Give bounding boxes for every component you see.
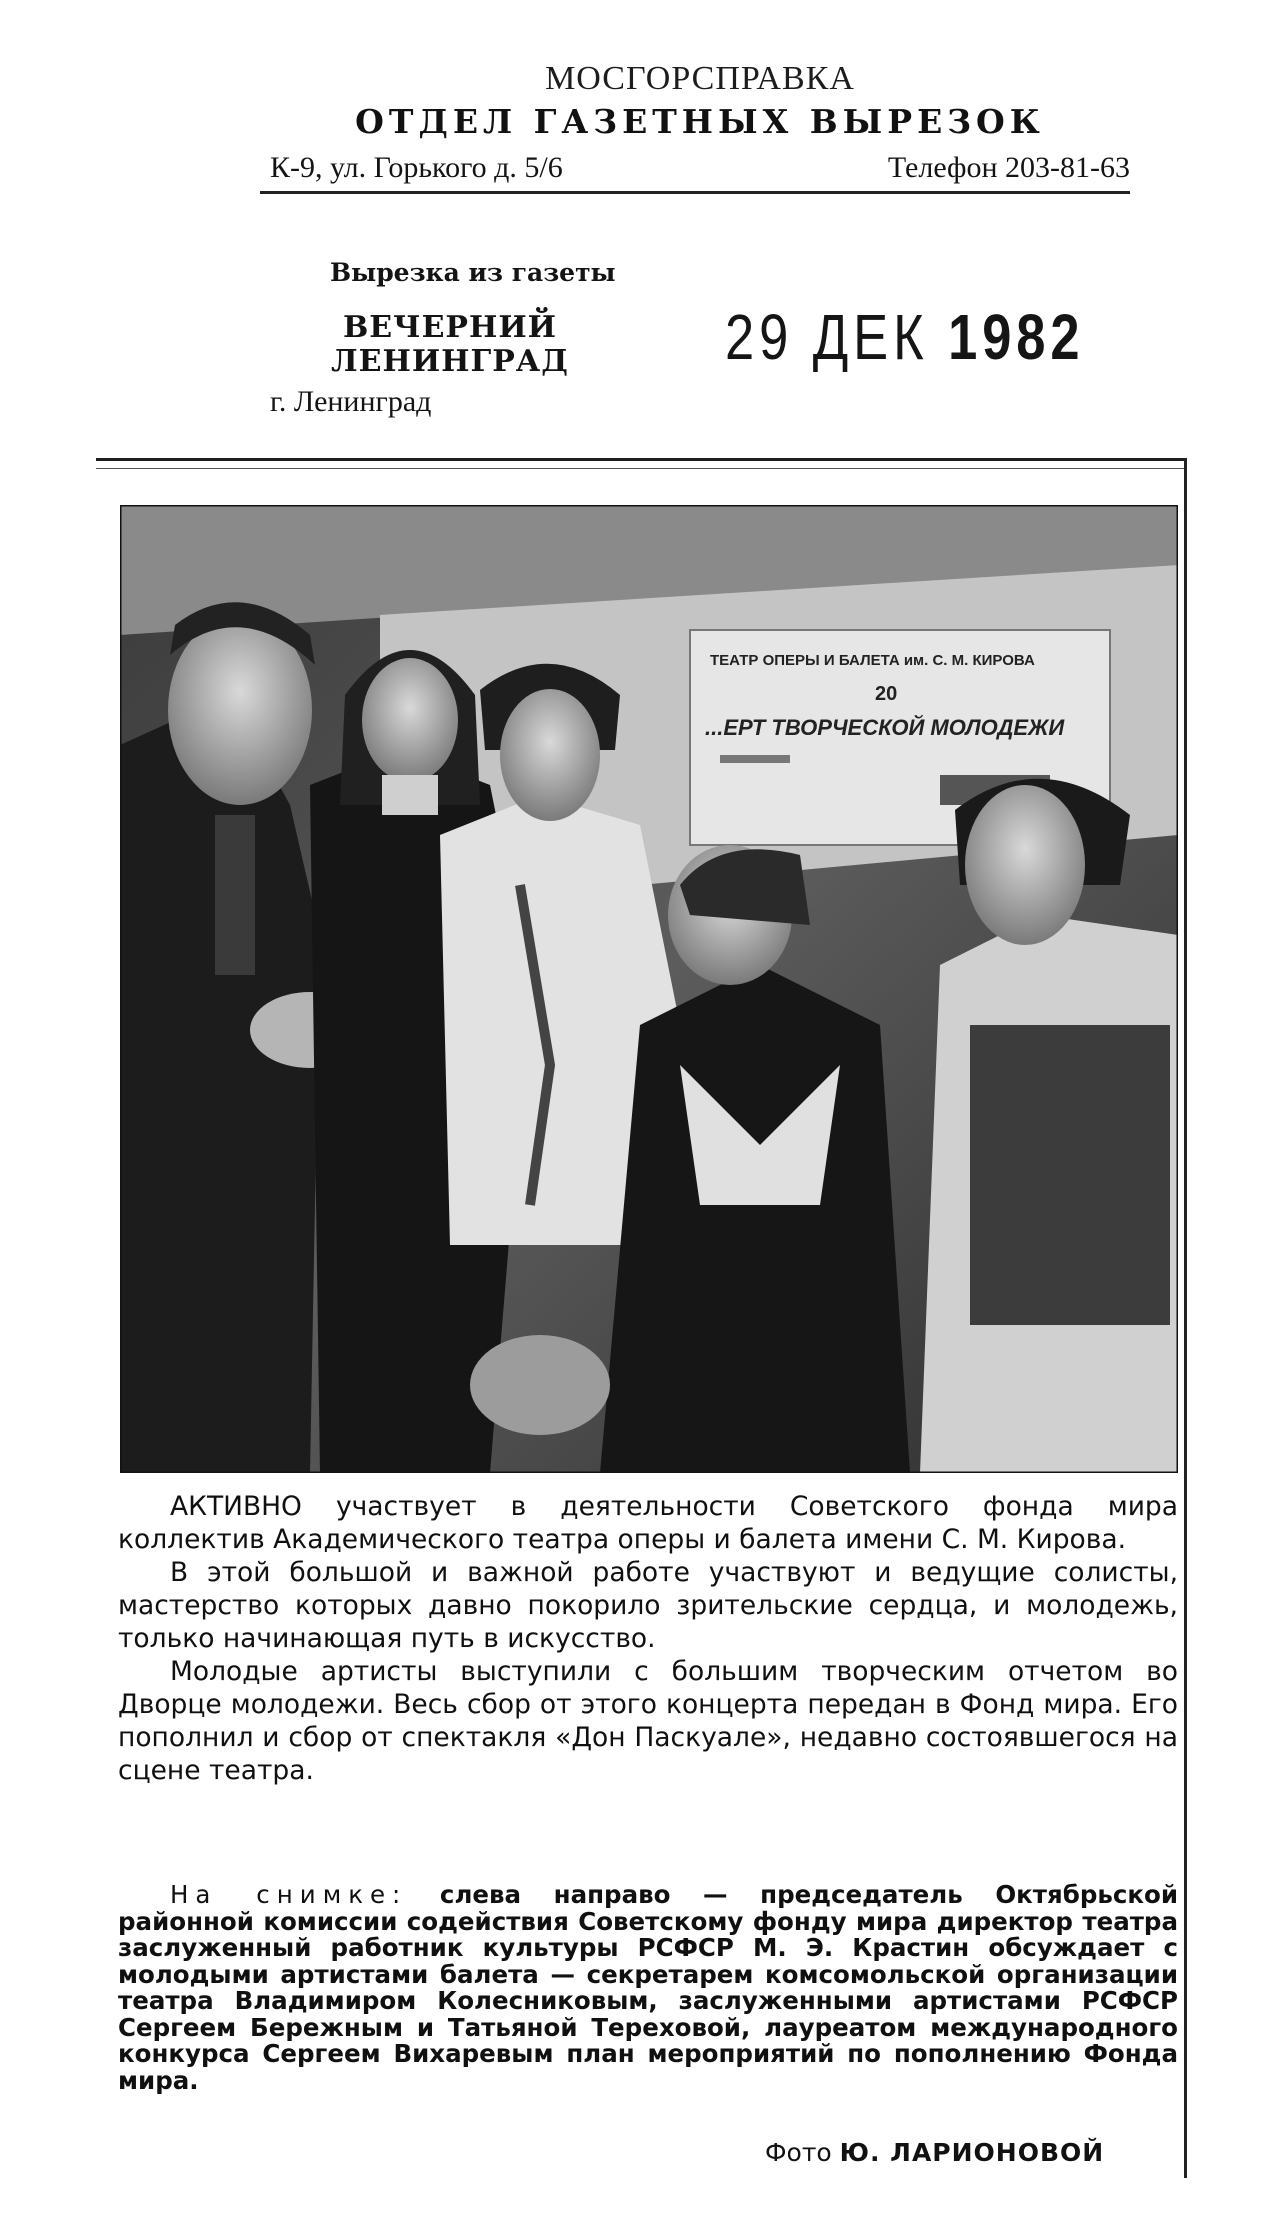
stamp-department: ОТДЕЛ ГАЗЕТНЫХ ВЫРЕЗОК: [355, 102, 1045, 141]
photo-note-text: слева направо — председатель Октябрьской районной комиссии содействия Советскому фонду мира директор театра заслуженный работник культуры РСФСР М. Э. Крастин обсуждает с молодыми артистами балета — секретарем комсомольской организации театра Владимиром Колесниковым, заслуженными артистами РСФСР Сергеем Бережным и Татьяной Тереховой, лауреатом международного конкурса Сергеем Вихаревым план мероприятий по пополнению Фонда мира.: [118, 1880, 1178, 2095]
caption-paragraph-3: Молодые артисты выступили с большим творческим отчетом во Дворце молодежи. Весь сбор от этого концерта передан в Фонд мира. Его пополнил и сбор от спектакля «Дон Паскуале», недавно состоявшегося на сцене театра.: [118, 1656, 1178, 1786]
poster-line2: ...ЕРТ ТВОРЧЕСКОЙ МОЛОДЕЖИ: [705, 715, 1065, 740]
photo-caption: [118, 1490, 1178, 1787]
caption-paragraph-1: [118, 1490, 1178, 1556]
stamp-address: К-9, ул. Горького д. 5/6: [270, 151, 563, 184]
photo-note-paragraph: [118, 1882, 1178, 2094]
caption-lead-word: АКТИВНО: [170, 1491, 302, 1522]
poster-line1: ТЕАТР ОПЕРЫ И БАЛЕТА им. С. М. КИРОВА: [710, 652, 1035, 669]
photo-note: [118, 1882, 1178, 2094]
caption-paragraph-1-text: участвует в деятельности Советского фонда мира коллектив Академического театра оперы и балета имени С. М. Кирова.: [118, 1491, 1178, 1555]
stamp-phone: Телефон 203-81-63: [887, 151, 1130, 184]
source-city: г. Ленинград: [270, 385, 432, 418]
photo-credit-author: Ю. ЛАРИОНОВОЙ: [839, 2138, 1105, 2167]
poster-number: 20: [875, 683, 898, 705]
clipping-border-right: [1184, 458, 1187, 2178]
source-label: Вырезка из газеты: [330, 258, 616, 287]
archive-stamp: [260, 60, 1140, 194]
source-block: [270, 258, 690, 419]
clipping-border-top: [96, 458, 1186, 461]
stamp-title: МОСГОРСПРАВКА: [545, 60, 855, 97]
clipping-border-top-thin: [96, 468, 1186, 469]
caption-paragraph-2: В этой большой и важной работе участвуют и ведущие солисты, мастерство которых давно покорило зрительские сердца, и молодежь, только начинающая путь в искусство.: [118, 1557, 1178, 1654]
photo-note-lead: На снимке:: [170, 1880, 408, 1909]
newspaper-name-line2: ЛЕНИНГРАД: [331, 344, 569, 379]
photo-illustration: [120, 505, 1178, 1473]
newspaper-name: [270, 311, 630, 379]
stamp-address-row: [260, 147, 1130, 194]
photo-credit-label: Фото: [765, 2138, 832, 2167]
photo-credit: [765, 2138, 1104, 2167]
date-stamp: [725, 300, 1085, 374]
date-stamp-day-month: 29 ДЕК: [725, 301, 949, 373]
newspaper-name-line1: ВЕЧЕРНИЙ: [342, 310, 558, 345]
newspaper-photo: [120, 505, 1178, 1473]
date-stamp-year: 1982: [948, 301, 1085, 373]
